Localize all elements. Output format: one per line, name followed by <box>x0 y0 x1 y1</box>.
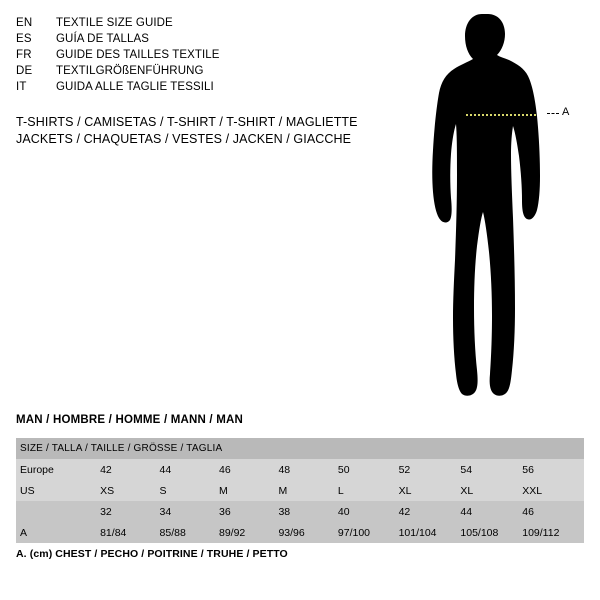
table-cell: XL <box>460 480 522 501</box>
row-label-europe: Europe <box>16 459 100 480</box>
table-header-label: SIZE / TALLA / TAILLE / GRÖSSE / TAGLIA <box>16 438 584 459</box>
table-cell: 42 <box>399 501 461 522</box>
table-header-row <box>16 438 584 459</box>
table-cell: M <box>219 480 278 501</box>
table-cell: 46 <box>219 459 278 480</box>
language-code: IT <box>16 81 27 93</box>
language-row <box>16 48 416 63</box>
table-cell: 36 <box>219 501 278 522</box>
garment-category-list <box>16 114 436 148</box>
category-tshirts: T-SHIRTS / CAMISETAS / T-SHIRT / T-SHIRT / MAGLIETTE <box>16 115 358 129</box>
language-title: GUIDE DES TAILLES TEXTILE <box>56 49 220 61</box>
language-row <box>16 32 416 47</box>
table-cell: 97/100 <box>338 522 399 543</box>
table-cell: 89/92 <box>219 522 278 543</box>
language-title: TEXTILGRÖßENFÜHRUNG <box>56 65 204 77</box>
table-cell: 50 <box>338 459 399 480</box>
row-label-us-alt <box>16 501 100 522</box>
language-row <box>16 16 416 31</box>
table-cell: 101/104 <box>399 522 461 543</box>
chest-measure-line <box>466 114 536 116</box>
table-cell: 56 <box>522 459 584 480</box>
language-code: ES <box>16 33 32 45</box>
table-row <box>16 480 584 501</box>
table-cell: 81/84 <box>100 522 159 543</box>
language-title: TEXTILE SIZE GUIDE <box>56 17 173 29</box>
table-cell: S <box>160 480 219 501</box>
language-header-block <box>16 16 416 96</box>
language-title: GUÍA DE TALLAS <box>56 33 150 45</box>
table-cell: 48 <box>278 459 337 480</box>
table-cell: 42 <box>100 459 159 480</box>
table-cell: L <box>338 480 399 501</box>
table-cell: 85/88 <box>160 522 219 543</box>
language-row <box>16 80 416 95</box>
table-row <box>16 522 584 543</box>
footer-note: A. (cm) CHEST / PECHO / POITRINE / TRUHE / PETTO <box>16 548 288 560</box>
silhouette-icon <box>410 8 590 408</box>
table-cell: 32 <box>100 501 159 522</box>
table-cell: 105/108 <box>460 522 522 543</box>
measure-pointer-dash <box>547 113 559 114</box>
table-cell: XL <box>399 480 461 501</box>
row-label-a: A <box>16 522 100 543</box>
table-cell: 109/112 <box>522 522 584 543</box>
table-cell: 46 <box>522 501 584 522</box>
table-cell: M <box>278 480 337 501</box>
table-cell: 38 <box>278 501 337 522</box>
table-cell: 44 <box>460 501 522 522</box>
table-group-label: MAN / HOMBRE / HOMME / MANN / MAN <box>16 414 244 426</box>
size-table <box>16 438 584 543</box>
table-row <box>16 501 584 522</box>
row-label-us: US <box>16 480 100 501</box>
table-cell: 44 <box>160 459 219 480</box>
table-cell: 93/96 <box>278 522 337 543</box>
table-cell: 34 <box>160 501 219 522</box>
language-code: DE <box>16 65 33 77</box>
table-cell: XS <box>100 480 159 501</box>
language-code: EN <box>16 17 33 29</box>
table-cell: 52 <box>399 459 461 480</box>
language-title: GUIDA ALLE TAGLIE TESSILI <box>56 81 214 93</box>
category-jackets: JACKETS / CHAQUETAS / VESTES / JACKEN / GIACCHE <box>16 132 352 146</box>
table-row <box>16 459 584 480</box>
table-cell: XXL <box>522 480 584 501</box>
measure-label-a: A <box>562 106 570 118</box>
table-cell: 54 <box>460 459 522 480</box>
language-code: FR <box>16 49 32 61</box>
language-row <box>16 64 416 79</box>
table-cell: 40 <box>338 501 399 522</box>
male-silhouette-figure <box>410 8 590 408</box>
